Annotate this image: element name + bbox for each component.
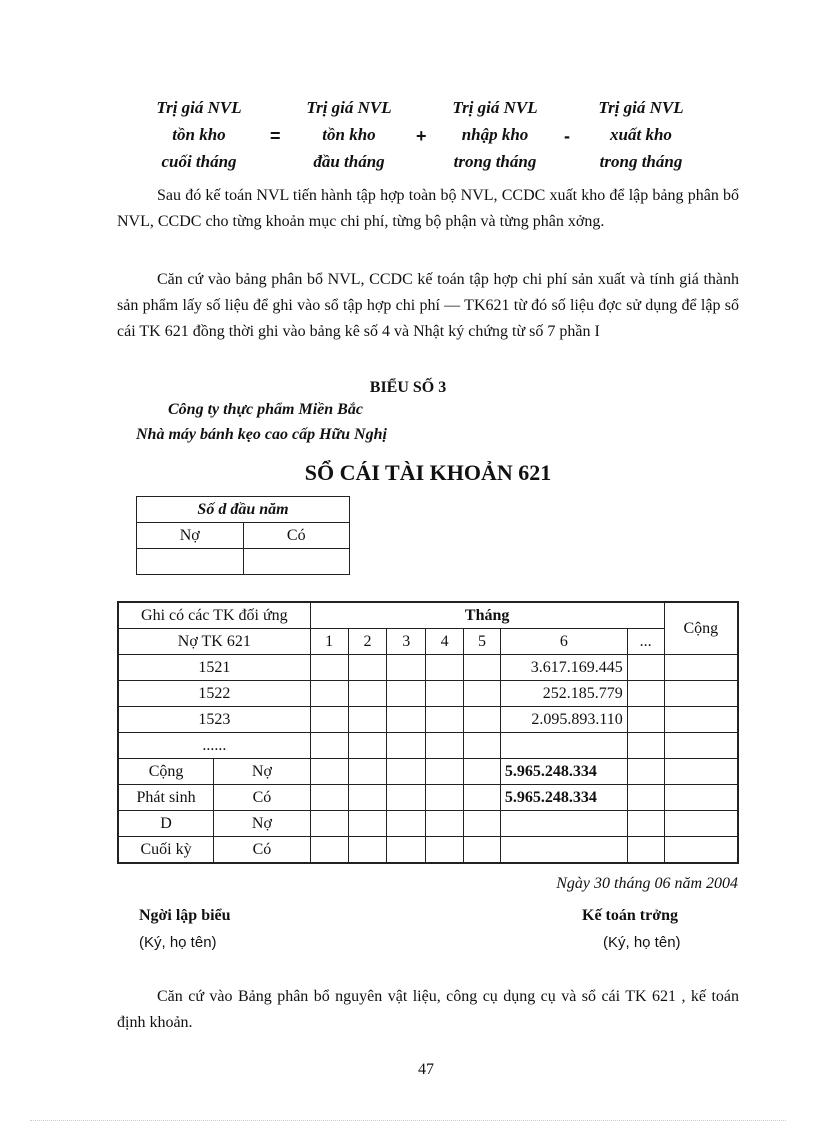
month-more: ... — [627, 629, 664, 655]
formula-term3 — [582, 94, 700, 175]
formula-term2 — [436, 94, 554, 175]
row-month6-value: 2.095.893.110 — [500, 707, 627, 733]
formula-term1-line1: Trị giá NVL — [306, 98, 392, 117]
paragraph-2 — [117, 267, 739, 345]
sum-credit-value: 5.965.248.334 — [500, 785, 627, 811]
formula-term3-line2: xuất kho — [610, 125, 672, 144]
formula-plus: + — [416, 126, 427, 146]
opening-credit-value — [243, 549, 350, 575]
formula-term2-line1: Trị giá NVL — [452, 98, 538, 117]
row-account: 1523 — [118, 707, 310, 733]
opening-balance-table — [136, 496, 350, 575]
month-4: 4 — [426, 629, 464, 655]
table-row — [118, 733, 738, 759]
sum-credit-label: Có — [214, 785, 311, 811]
paragraph-2-text: Căn cứ vào bảng phân bổ NVL, CCDC kế toán tập hợp chi phí sản xuất và tính giá thành sản phẩm lấy số liệu để ghi vào sổ tập hợp chi phí — TK621 từ đó số liệu đợc sử dụng để lập sổ cái TK 621 đồng thời ghi vào bảng kê số 4 và Nhật ký chứng từ số 7 phần I — [117, 271, 739, 340]
formula-term1-line3: đầu tháng — [313, 152, 385, 171]
row-account: 1521 — [118, 655, 310, 681]
signer-right-title: Kế toán trởng — [582, 907, 678, 924]
table-row — [118, 707, 738, 733]
formula-term1-line2: tồn kho — [322, 125, 376, 144]
header-account: Ghi có các TK đối ứng — [118, 602, 310, 629]
header-account-sub: Nợ TK 621 — [118, 629, 310, 655]
paragraph-3-text: Căn cứ vào Bảng phân bổ nguyên vật liệu, công cụ dụng cụ và sổ cái TK 621 , kế toán định khoản. — [117, 988, 739, 1031]
paragraph-3 — [117, 984, 739, 1036]
table-row — [118, 681, 738, 707]
month-2: 2 — [348, 629, 387, 655]
opening-debit-value — [137, 549, 244, 575]
end-label-2: Cuối kỳ — [118, 837, 214, 864]
month-6: 6 — [500, 629, 627, 655]
month-1: 1 — [310, 629, 348, 655]
month-3: 3 — [387, 629, 426, 655]
row-account: 1522 — [118, 681, 310, 707]
signer-left-note: (Ký, họ tên) — [139, 934, 217, 951]
formula-lhs-line2: tồn kho — [172, 125, 226, 144]
ledger-title: SỔ CÁI TÀI KHOẢN 621 — [304, 460, 552, 485]
end-debit-label: Nợ — [214, 811, 311, 837]
paragraph-1 — [117, 183, 739, 235]
formula-lhs-line3: cuối tháng — [161, 152, 237, 171]
sum-debit-label: Nợ — [214, 759, 311, 785]
table-row — [118, 655, 738, 681]
end-label-1: D — [118, 811, 214, 837]
sum-debit-value: 5.965.248.334 — [500, 759, 627, 785]
row-month6-value: 3.617.169.445 — [500, 655, 627, 681]
row-month6-value: 252.185.779 — [500, 681, 627, 707]
form-label: BIỂU SỐ 3 — [369, 379, 447, 396]
page-number: 47 — [418, 1061, 434, 1078]
month-5: 5 — [464, 629, 501, 655]
formula-term3-line3: trong tháng — [599, 152, 683, 171]
formula-lhs-line1: Trị giá NVL — [156, 98, 242, 117]
formula-minus: - — [564, 126, 570, 146]
signer-right-note: (Ký, họ tên) — [603, 934, 681, 951]
formula-term3-line1: Trị giá NVL — [598, 98, 684, 117]
end-credit-label: Có — [214, 837, 311, 864]
report-date: Ngày 30 tháng 06 năm 2004 — [556, 875, 738, 892]
ledger-table — [117, 601, 739, 864]
header-total: Cộng — [664, 602, 738, 655]
header-month: Tháng — [310, 602, 664, 629]
formula-term2-line2: nhập kho — [461, 125, 529, 144]
formula-lhs — [140, 94, 258, 175]
factory-name: Nhà máy bánh kẹo cao cấp Hữu Nghị — [136, 426, 387, 443]
company-name: Công ty thực phẩm Miền Bắc — [168, 401, 363, 418]
signer-left-title: Ngời lập biểu — [139, 907, 231, 924]
opening-debit-header: Nợ — [137, 523, 244, 549]
sum-label-1: Cộng — [118, 759, 214, 785]
opening-balance-title: Số d đầu năm — [137, 497, 350, 523]
formula-equals: = — [270, 126, 281, 146]
row-account: ...... — [118, 733, 310, 759]
sum-label-2: Phát sinh — [118, 785, 214, 811]
row-month6-value — [500, 733, 627, 759]
bottom-divider — [30, 1120, 786, 1121]
formula-term1 — [290, 94, 408, 175]
paragraph-1-text: Sau đó kế toán NVL tiến hành tập hợp toàn bộ NVL, CCDC xuất kho để lập bảng phân bổ NVL, CCDC cho từng khoản mục chi phí, từng bộ phận và từng phân xởng. — [117, 187, 739, 230]
opening-credit-header: Có — [243, 523, 350, 549]
formula-term2-line3: trong tháng — [453, 152, 537, 171]
